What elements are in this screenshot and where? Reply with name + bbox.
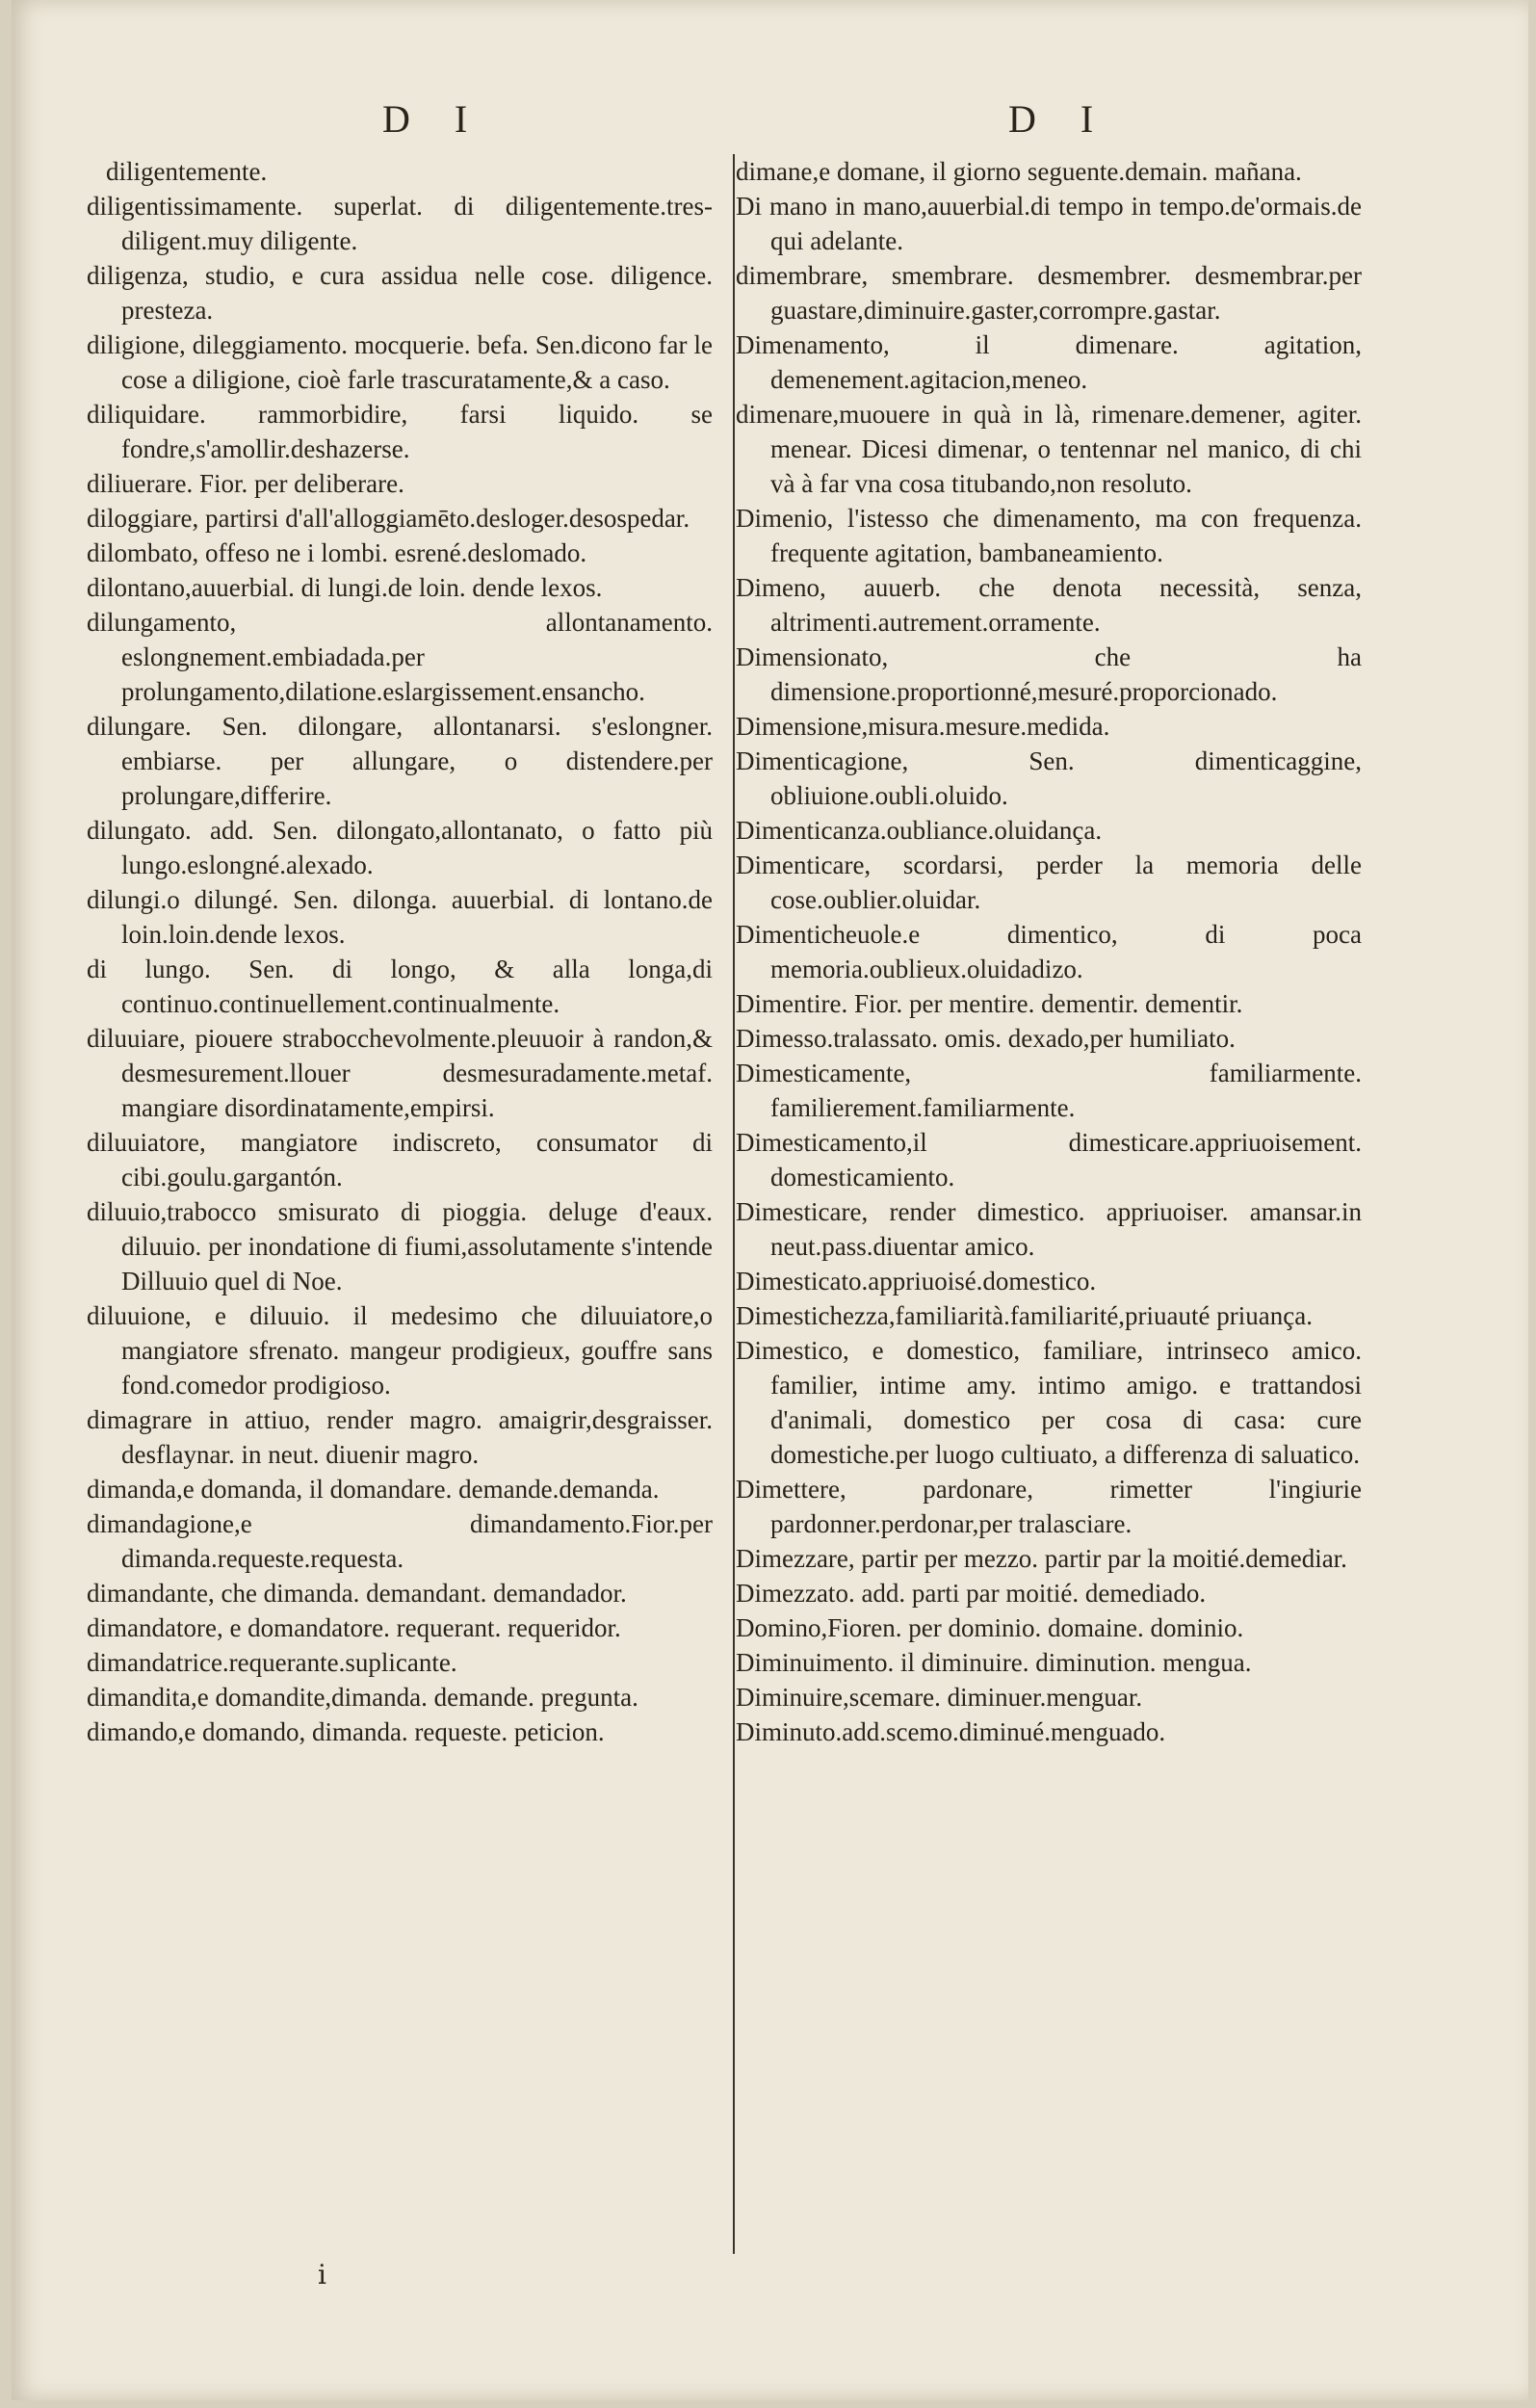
dictionary-entry: di lungo. Sen. di longo, & alla longa,di continuo.continuellement.continualmente. (87, 955, 713, 1018)
dictionary-entry: Dimensionato, che ha dimensione.proportionné,mesuré.proporcionado. (736, 642, 1362, 706)
dictionary-entry: dimenare,muouere in quà in là, rimenare.demener, agiter. menear. Dicesi dimenar, o tentennar nel manico, di chi và à far vna cosa titubando,non resoluto. (736, 400, 1362, 498)
dictionary-entry: dimagrare in attiuo, render magro. amaigrir,desgraisser. desflaynar. in neut. diuenir magro. (87, 1405, 713, 1469)
dictionary-entry: Dimestico, e domestico, familiare, intrinseco amico. familier, intime amy. intimo amigo. e trattandosi d'animali, domestico per cosa di casa: cure domestiche.per luogo cultiuato, a differenza di saluatico. (736, 1336, 1362, 1469)
dictionary-entry: Dimesticamento,il dimesticare.appriuoisement. domesticamiento. (736, 1128, 1362, 1191)
dictionary-entry: diluuiatore, mangiatore indiscreto, consumator di cibi.goulu.gargantón. (87, 1128, 713, 1191)
dictionary-entry: Diminuimento. il diminuire. diminution. mengua. (736, 1648, 1252, 1677)
dictionary-entry: Dimenamento, il dimenare. agitation, demenement.agitacion,meneo. (736, 330, 1362, 394)
dictionary-entry: Dimentire. Fior. per mentire. dementir. dementir. (736, 989, 1243, 1018)
dictionary-entry: Dimenticagione, Sen. dimenticaggine, obliuione.oubli.oluido. (736, 746, 1362, 810)
dictionary-entry: Diminuto.add.scemo.diminué.menguado. (736, 1717, 1166, 1746)
dictionary-entry: diluuione, e diluuio. il medesimo che diluuiatore,o mangiatore sfrenato. mangeur prodigieux, gouffre sans fond.comedor prodigioso. (87, 1301, 713, 1400)
dictionary-entry: dimembrare, smembrare. desmembrer. desmembrar.per guastare,diminuire.gaster,corrompre.gastar. (736, 261, 1362, 325)
dictionary-entry: Dimeno, auuerb. che denota necessità, senza, altrimenti.autrement.orramente. (736, 573, 1362, 637)
dictionary-entry: diligentissimamente. superlat. di diligentemente.tres-diligent.muy diligente. (87, 192, 713, 255)
running-head-right: D I (1008, 97, 1111, 141)
dictionary-entry: diligenza, studio, e cura assidua nelle cose. diligence. presteza. (87, 261, 713, 325)
dictionary-entry: dilungi.o dilungé. Sen. dilonga. auuerbial. di lontano.de loin.loin.dende lexos. (87, 885, 713, 949)
dictionary-entry: diloggiare, partirsi d'all'alloggiamēto.desloger.desospedar. (87, 504, 690, 533)
dictionary-entry: dimane,e domane, il giorno seguente.demain. mañana. (736, 157, 1302, 186)
dictionary-entry: dimandatrice.requerante.suplicante. (87, 1648, 457, 1677)
dictionary-entry: diliuerare. Fior. per deliberare. (87, 469, 404, 498)
dictionary-entry: diligentemente. (106, 157, 268, 186)
dictionary-entry: Dimettere, pardonare, rimetter l'ingiurie pardonner.perdonar,per tralasciare. (736, 1475, 1362, 1538)
dictionary-entry: dilungare. Sen. dilongare, allontanarsi. s'eslongner. embiarse. per allungare, o distendere.per prolungare,differire. (87, 712, 713, 810)
dictionary-entry: Dimensione,misura.mesure.medida. (736, 712, 1110, 741)
dictionary-entry: Dimenticanza.oubliance.oluidança. (736, 816, 1103, 845)
right-column (736, 154, 1362, 1749)
dictionary-entry: Dimesticamente, familiarmente. familierement.familiarmente. (736, 1059, 1362, 1122)
dictionary-entry: dilungato. add. Sen. dilongato,allontanato, o fatto più lungo.eslongné.alexado. (87, 816, 713, 879)
dictionary-page (12, 0, 1528, 2400)
dictionary-entry: Domino,Fioren. per dominio. domaine. dominio. (736, 1613, 1244, 1642)
dictionary-entry: Dimesticato.appriuoisé.domestico. (736, 1267, 1097, 1296)
dictionary-entry: diliquidare. rammorbidire, farsi liquido. se fondre,s'amollir.deshazerse. (87, 400, 713, 463)
dictionary-entry: Dimesso.tralassato. omis. dexado,per humiliato. (736, 1024, 1236, 1053)
dictionary-entry: diligione, dileggiamento. mocquerie. befa. Sen.dicono far le cose a diligione, cioè farle trascuratamente,& a caso. (87, 330, 713, 394)
dictionary-entry: Dimenio, l'istesso che dimenamento, ma con frequenza. frequente agitation, bambaneamiento. (736, 504, 1362, 567)
running-head-left: D I (382, 97, 485, 141)
dictionary-entry: dimanda,e domanda, il domandare. demande.demanda. (87, 1475, 660, 1504)
dictionary-entry: dilontano,auuerbial. di lungi.de loin. dende lexos. (87, 573, 603, 602)
dictionary-entry: Dimestichezza,familiarità.familiarité,priuauté priuança. (736, 1301, 1313, 1330)
dictionary-entry: diluuio,trabocco smisurato di pioggia. deluge d'eaux. diluuio. per inondatione di fiumi,assolutamente s'intende Dilluuio quel di Noe. (87, 1197, 713, 1296)
dictionary-entry: dimandagione,e dimandamento.Fior.per dimanda.requeste.requesta. (87, 1509, 713, 1573)
dictionary-entry: dilombato, offeso ne i lombi. esrené.deslomado. (87, 538, 587, 567)
dictionary-entry: diluuiare, piouere strabocchevolmente.pleuuoir à randon,& desmesurement.llouer desmesuradamente.metaf. mangiare disordinatamente,empirsi. (87, 1024, 713, 1122)
signature-mark: i (318, 2259, 326, 2290)
column-divider (733, 154, 735, 2254)
dictionary-entry: Dimenticare, scordarsi, perder la memoria delle cose.oublier.oluidar. (736, 851, 1362, 914)
dictionary-entry: Dimenticheuole.e dimentico, di poca memoria.oublieux.oluidadizo. (736, 920, 1362, 983)
dictionary-entry: Di mano in mano,auuerbial.di tempo in tempo.de'ormais.de qui adelante. (736, 192, 1362, 255)
dictionary-entry: dimandante, che dimanda. demandant. demandador. (87, 1579, 627, 1608)
dictionary-entry: dimandatore, e domandatore. requerant. requeridor. (87, 1613, 621, 1642)
dictionary-entry: dimandita,e domandite,dimanda. demande. pregunta. (87, 1683, 638, 1712)
left-column (87, 154, 713, 1749)
dictionary-entry: Dimezzare, partir per mezzo. partir par la moitié.demediar. (736, 1544, 1347, 1573)
dictionary-entry: dimando,e domando, dimanda. requeste. peticion. (87, 1717, 605, 1746)
dictionary-entry: Dimesticare, render dimestico. appriuoiser. amansar.in neut.pass.diuentar amico. (736, 1197, 1362, 1261)
dictionary-entry: Diminuire,scemare. diminuer.menguar. (736, 1683, 1143, 1712)
dictionary-entry: dilungamento, allontanamento. eslongnement.embiadada.per prolungamento,dilatione.eslargissement.ensancho. (87, 608, 713, 706)
dictionary-entry: Dimezzato. add. parti par moitié. demediado. (736, 1579, 1207, 1608)
